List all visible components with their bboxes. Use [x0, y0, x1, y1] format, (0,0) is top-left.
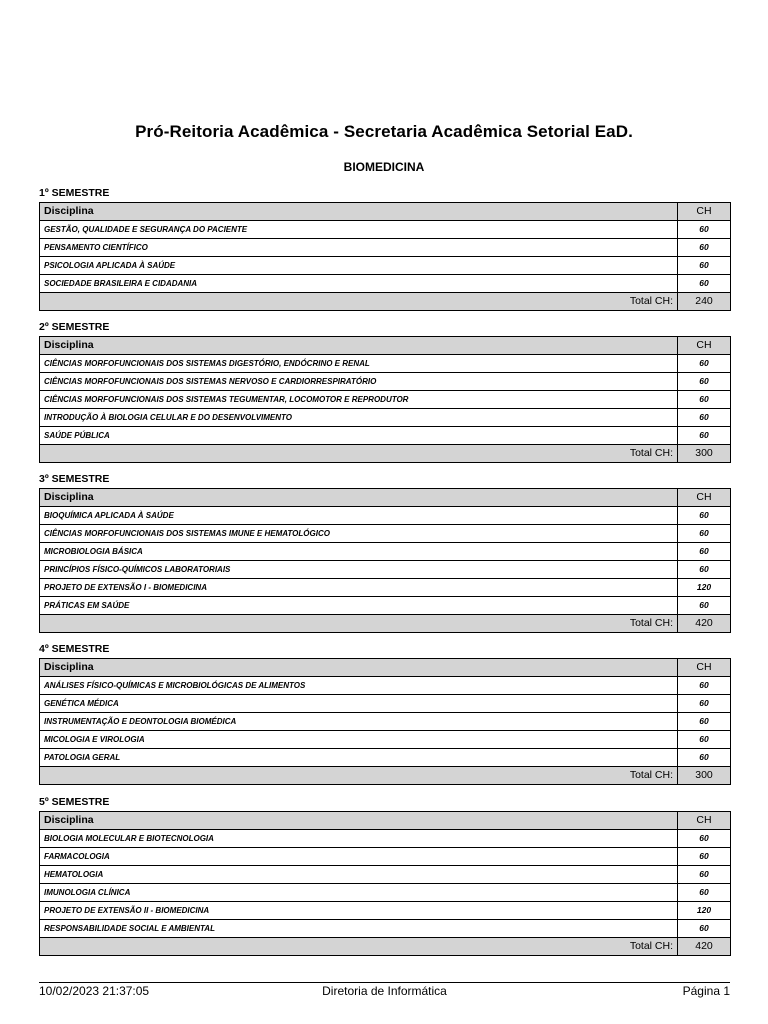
table-row [40, 427, 731, 445]
discipline-ch: 60 [678, 525, 731, 543]
discipline-name: HEMATOLOGIA [40, 866, 678, 884]
table-row [40, 221, 731, 239]
table-row [40, 275, 731, 293]
total-value: 240 [678, 293, 731, 311]
discipline-table [39, 202, 731, 311]
semester-section [39, 795, 730, 956]
discipline-ch: 60 [678, 373, 731, 391]
table-row [40, 866, 731, 884]
total-label: Total CH: [40, 293, 678, 311]
column-header-discipline: Disciplina [40, 203, 678, 221]
table-row [40, 597, 731, 615]
discipline-ch: 60 [678, 427, 731, 445]
discipline-ch: 60 [678, 848, 731, 866]
discipline-ch: 60 [678, 713, 731, 731]
column-header-discipline: Disciplina [40, 489, 678, 507]
table-row [40, 579, 731, 597]
total-label: Total CH: [40, 767, 678, 785]
discipline-ch: 60 [678, 749, 731, 767]
table-row [40, 731, 731, 749]
column-header-ch: CH [678, 812, 731, 830]
discipline-ch: 60 [678, 561, 731, 579]
discipline-ch: 60 [678, 221, 731, 239]
discipline-ch: 60 [678, 543, 731, 561]
total-row [40, 938, 731, 956]
column-header-ch: CH [678, 337, 731, 355]
semester-title: 4º SEMESTRE [39, 643, 110, 655]
table-row [40, 677, 731, 695]
table-row [40, 409, 731, 427]
discipline-ch: 60 [678, 275, 731, 293]
table-header-row [40, 337, 731, 355]
table-header-row [40, 812, 731, 830]
table-row [40, 391, 731, 409]
discipline-name: IMUNOLOGIA CLÍNICA [40, 884, 678, 902]
discipline-name: INSTRUMENTAÇÃO E DEONTOLOGIA BIOMÉDICA [40, 713, 678, 731]
table-row [40, 239, 731, 257]
column-header-discipline: Disciplina [40, 337, 678, 355]
discipline-ch: 60 [678, 409, 731, 427]
discipline-ch: 60 [678, 830, 731, 848]
discipline-name: CIÊNCIAS MORFOFUNCIONAIS DOS SISTEMAS TEGUMENTAR, LOCOMOTOR E REPRODUTOR [40, 391, 678, 409]
discipline-ch: 60 [678, 257, 731, 275]
discipline-ch: 60 [678, 239, 731, 257]
semester-section [39, 472, 730, 633]
discipline-name: PATOLOGIA GERAL [40, 749, 678, 767]
discipline-name: MICOLOGIA E VIROLOGIA [40, 731, 678, 749]
semester-title: 1º SEMESTRE [39, 187, 110, 199]
discipline-ch: 60 [678, 731, 731, 749]
discipline-name: PROJETO DE EXTENSÃO I - BIOMEDICINA [40, 579, 678, 597]
table-row [40, 902, 731, 920]
table-row [40, 749, 731, 767]
discipline-ch: 60 [678, 507, 731, 525]
table-row [40, 713, 731, 731]
total-label: Total CH: [40, 615, 678, 633]
discipline-table [39, 658, 731, 785]
discipline-name: CIÊNCIAS MORFOFUNCIONAIS DOS SISTEMAS NERVOSO E CARDIORRESPIRATÓRIO [40, 373, 678, 391]
table-header-row [40, 489, 731, 507]
discipline-name: ANÁLISES FÍSICO-QUÍMICAS E MICROBIOLÓGICAS DE ALIMENTOS [40, 677, 678, 695]
discipline-ch: 60 [678, 695, 731, 713]
discipline-ch: 60 [678, 677, 731, 695]
table-row [40, 848, 731, 866]
discipline-name: PRÁTICAS EM SAÚDE [40, 597, 678, 615]
discipline-ch: 60 [678, 884, 731, 902]
table-header-row [40, 659, 731, 677]
table-row [40, 525, 731, 543]
discipline-name: PRINCÍPIOS FÍSICO-QUÍMICOS LABORATORIAIS [40, 561, 678, 579]
column-header-discipline: Disciplina [40, 659, 678, 677]
discipline-ch: 120 [678, 902, 731, 920]
table-header-row [40, 203, 731, 221]
column-header-discipline: Disciplina [40, 812, 678, 830]
semester-title: 5º SEMESTRE [39, 796, 110, 808]
table-row [40, 920, 731, 938]
discipline-name: BIOQUÍMICA APLICADA À SAÚDE [40, 507, 678, 525]
discipline-table [39, 488, 731, 633]
discipline-table [39, 336, 731, 463]
discipline-name: MICROBIOLOGIA BÁSICA [40, 543, 678, 561]
table-row [40, 561, 731, 579]
table-row [40, 257, 731, 275]
discipline-name: SOCIEDADE BRASILEIRA E CIDADANIA [40, 275, 678, 293]
discipline-name: FARMACOLOGIA [40, 848, 678, 866]
footer-department: Diretoria de Informática [322, 984, 447, 998]
discipline-ch: 120 [678, 579, 731, 597]
discipline-name: INTRODUÇÃO À BIOLOGIA CELULAR E DO DESENVOLVIMENTO [40, 409, 678, 427]
table-row [40, 543, 731, 561]
discipline-name: GENÉTICA MÉDICA [40, 695, 678, 713]
column-header-ch: CH [678, 659, 731, 677]
discipline-ch: 60 [678, 866, 731, 884]
semester-section [39, 320, 730, 463]
footer [39, 984, 730, 1000]
discipline-name: PROJETO DE EXTENSÃO II - BIOMEDICINA [40, 902, 678, 920]
discipline-ch: 60 [678, 597, 731, 615]
total-label: Total CH: [40, 938, 678, 956]
table-row [40, 830, 731, 848]
column-header-ch: CH [678, 203, 731, 221]
total-value: 300 [678, 445, 731, 463]
table-row [40, 373, 731, 391]
page-title: Pró-Reitoria Acadêmica - Secretaria Acadêmica Setorial EaD. [135, 122, 633, 141]
discipline-name: GESTÃO, QUALIDADE E SEGURANÇA DO PACIENTE [40, 221, 678, 239]
discipline-name: CIÊNCIAS MORFOFUNCIONAIS DOS SISTEMAS IMUNE E HEMATOLÓGICO [40, 525, 678, 543]
discipline-table [39, 811, 731, 956]
total-value: 420 [678, 615, 731, 633]
discipline-name: SAÚDE PÚBLICA [40, 427, 678, 445]
total-label: Total CH: [40, 445, 678, 463]
total-row [40, 445, 731, 463]
column-header-ch: CH [678, 489, 731, 507]
course-title: BIOMEDICINA [343, 160, 425, 174]
discipline-name: PENSAMENTO CIENTÍFICO [40, 239, 678, 257]
semester-title: 3º SEMESTRE [39, 473, 110, 485]
discipline-ch: 60 [678, 391, 731, 409]
total-row [40, 293, 731, 311]
total-row [40, 767, 731, 785]
footer-timestamp: 10/02/2023 21:37:05 [39, 984, 150, 998]
discipline-name: BIOLOGIA MOLECULAR E BIOTECNOLOGIA [40, 830, 678, 848]
semester-title: 2º SEMESTRE [39, 321, 110, 333]
discipline-ch: 60 [678, 355, 731, 373]
total-row [40, 615, 731, 633]
discipline-name: RESPONSABILIDADE SOCIAL E AMBIENTAL [40, 920, 678, 938]
discipline-name: CIÊNCIAS MORFOFUNCIONAIS DOS SISTEMAS DIGESTÓRIO, ENDÓCRINO E RENAL [40, 355, 678, 373]
table-row [40, 695, 731, 713]
discipline-ch: 60 [678, 920, 731, 938]
total-value: 420 [678, 938, 731, 956]
table-row [40, 355, 731, 373]
footer-page-number: Página 1 [682, 984, 730, 998]
table-row [40, 507, 731, 525]
semester-section [39, 186, 730, 311]
footer-divider [39, 982, 730, 983]
table-row [40, 884, 731, 902]
semester-section [39, 642, 730, 785]
total-value: 300 [678, 767, 731, 785]
discipline-name: PSICOLOGIA APLICADA À SAÚDE [40, 257, 678, 275]
